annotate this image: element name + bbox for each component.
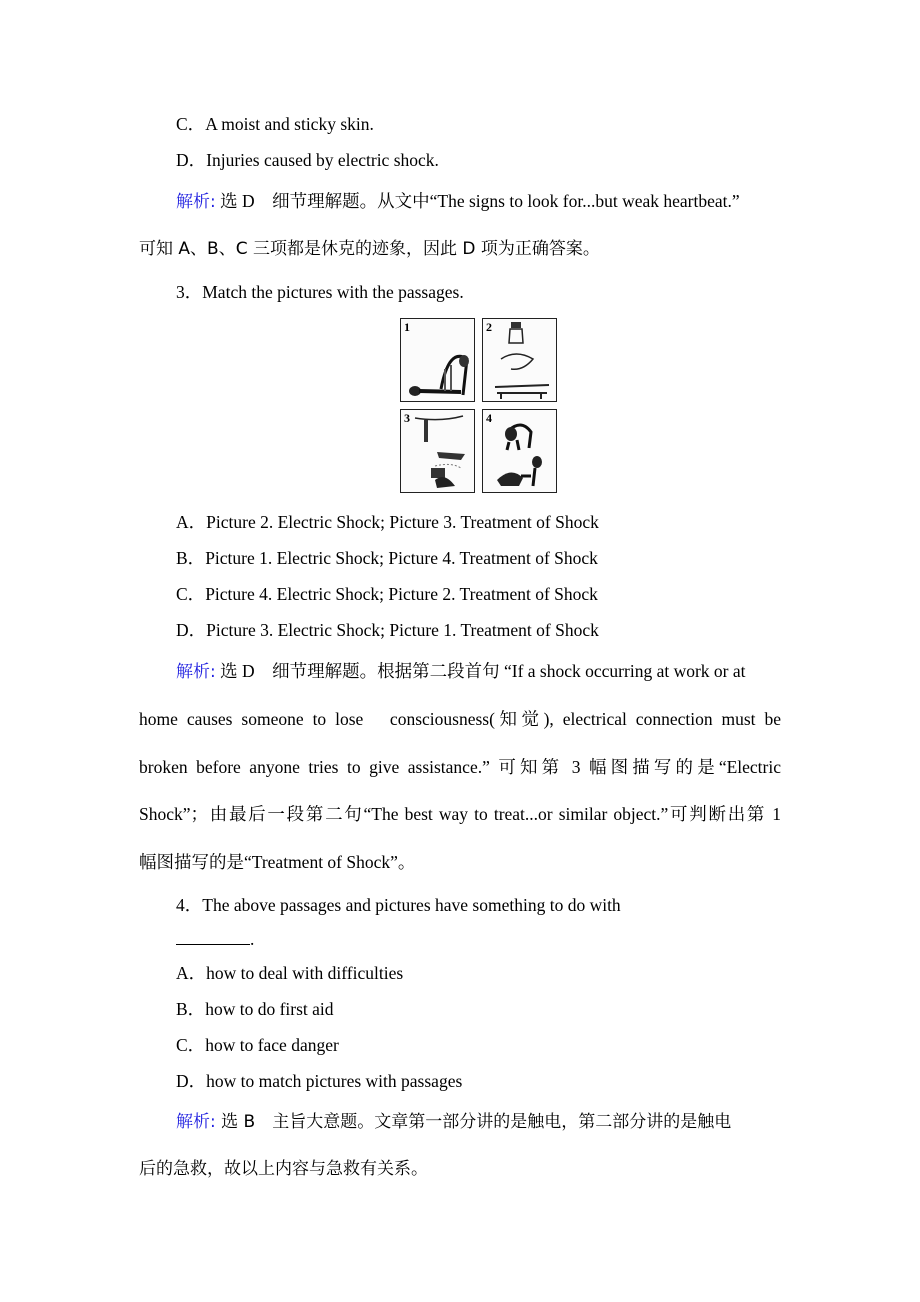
q2-option-d — [176, 152, 439, 170]
analysis-label: 解析: — [176, 662, 216, 682]
blank-suffix: . — [250, 929, 255, 949]
option-letter: C． — [176, 1035, 206, 1055]
q2-option-c — [176, 116, 374, 134]
analysis-label: 解析: — [176, 1112, 216, 1132]
analysis-label: 解析: — [176, 192, 216, 212]
option-letter: D． — [176, 1071, 207, 1091]
q4-option-a — [176, 965, 403, 983]
q2-analysis-line2: 可知 A、B、C 三项都是休克的迹象，因此 D 项为正确答案。 — [139, 239, 600, 259]
option-letter: B． — [176, 999, 206, 1019]
q3-option-d — [176, 622, 599, 640]
option-text: Picture 3. Electric Shock; Picture 1. Treatment of Shock — [206, 620, 599, 640]
q3-analysis-line4: Shock”；由最后一段第二句“The best way to treat...or similar object.”可判断出第 1 — [139, 804, 781, 824]
q3-analysis-line3: broken before anyone tries to give assistance.” 可知第 3 幅图描写的是“Electric — [139, 757, 781, 777]
q3-analysis-line1 — [176, 663, 746, 681]
picture-panel-2 — [482, 318, 557, 402]
option-text: Picture 2. Electric Shock; Picture 3. Treatment of Shock — [206, 512, 599, 532]
picture-panel-4 — [482, 409, 557, 493]
panel-number: 3 — [404, 411, 410, 425]
q4-stem: 4．The above passages and pictures have something to do with — [176, 895, 621, 915]
picture-panel-3 — [400, 409, 475, 493]
q3-option-a — [176, 514, 599, 532]
q3-option-c — [176, 586, 598, 604]
option-text: A moist and sticky skin. — [205, 114, 374, 134]
water-pouring-illustration-icon — [483, 319, 558, 403]
panel-number: 2 — [486, 320, 492, 334]
analysis-text: 选 B 主旨大意题。文章第一部分讲的是触电，第二部分讲的是触电 — [221, 1112, 732, 1132]
panel-number: 4 — [486, 411, 492, 425]
option-text: how to face danger — [205, 1035, 339, 1055]
option-letter: A． — [176, 512, 207, 532]
option-text: how to deal with difficulties — [206, 963, 404, 983]
option-text: Picture 1. Electric Shock; Picture 4. Treatment of Shock — [205, 548, 598, 568]
picture-panel-1 — [400, 318, 475, 402]
q2-analysis-line1 — [176, 193, 740, 211]
q3-analysis-line5: 幅图描写的是“Treatment of Shock”。 — [139, 852, 416, 872]
electric-shock-illustration-icon — [401, 410, 476, 494]
q4-option-d — [176, 1073, 462, 1091]
option-letter: C． — [176, 114, 206, 134]
rescue-illustration-icon — [483, 410, 558, 494]
option-letter: D． — [176, 150, 207, 170]
option-text: how to do first aid — [205, 999, 334, 1019]
panel-number: 1 — [404, 320, 410, 334]
option-letter: B． — [176, 548, 206, 568]
option-letter: C． — [176, 584, 206, 604]
analysis-text: 选 D 细节理解题。根据第二段首句 “If a shock occurring at work or at — [220, 661, 746, 681]
q3-analysis-line2: home causes someone to lose consciousness(知觉), electrical connection must be — [139, 709, 781, 729]
q4-option-c — [176, 1037, 339, 1055]
option-text: Injuries caused by electric shock. — [206, 150, 439, 170]
shock-pictures-figure — [399, 317, 559, 497]
blank-line — [176, 930, 250, 945]
option-letter: D． — [176, 620, 207, 640]
q4-answer-blank — [176, 930, 254, 949]
q4-analysis-line1 — [176, 1114, 731, 1131]
option-text: Picture 4. Electric Shock; Picture 2. Treatment of Shock — [205, 584, 598, 604]
option-letter: A． — [176, 963, 207, 983]
treatment-illustration-icon — [401, 319, 476, 403]
analysis-text: 选 D 细节理解题。从文中“The signs to look for...but weak heartbeat.” — [220, 191, 740, 211]
option-text: how to match pictures with passages — [206, 1071, 463, 1091]
q4-option-b — [176, 1001, 334, 1019]
q4-analysis-line2: 后的急救，故以上内容与急救有关系。 — [139, 1159, 428, 1179]
q3-option-b — [176, 550, 598, 568]
q3-stem: 3．Match the pictures with the passages. — [176, 282, 464, 302]
